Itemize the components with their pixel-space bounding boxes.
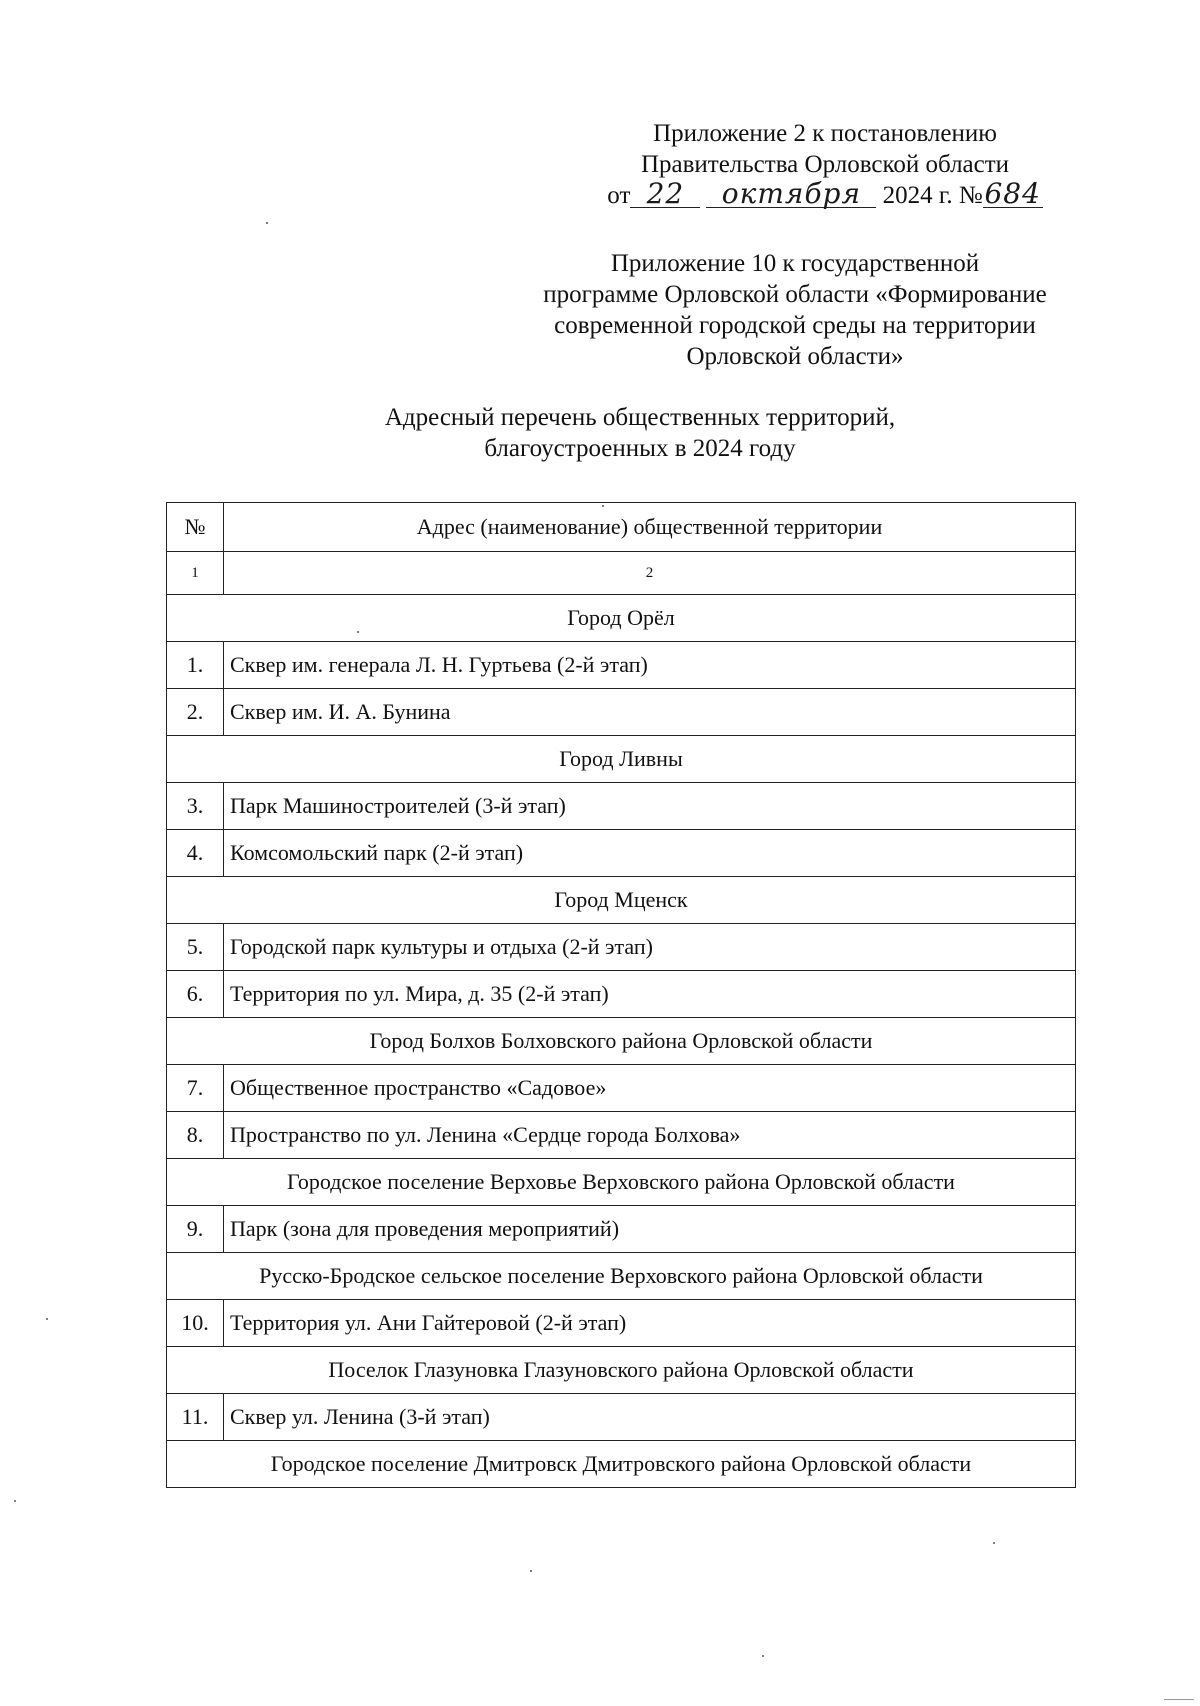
territory-address: Сквер им. генерала Л. Н. Гуртьева (2-й этап) bbox=[224, 642, 1076, 689]
scan-speck bbox=[46, 1318, 48, 1320]
territories-table bbox=[166, 502, 1076, 1488]
scan-speck bbox=[762, 1655, 764, 1657]
group-header-row bbox=[167, 877, 1076, 924]
decree-date-line bbox=[560, 177, 1090, 211]
territory-address: Пространство по ул. Ленина «Сердце города Болхова» bbox=[224, 1112, 1076, 1159]
row-number: 4. bbox=[167, 830, 224, 877]
table-header-row bbox=[167, 503, 1076, 552]
territory-address: Общественное пространство «Садовое» bbox=[224, 1065, 1076, 1112]
table-row bbox=[167, 1394, 1076, 1441]
appendix-10-line-4: Орловской области» bbox=[686, 343, 904, 370]
territory-address: Комсомольский парк (2-й этап) bbox=[224, 830, 1076, 877]
appendix-2-header bbox=[560, 118, 1090, 211]
table-row bbox=[167, 971, 1076, 1018]
appendix-10-line-3: современной городской среды на территории bbox=[554, 312, 1036, 339]
appendix-2-line-1: Приложение 2 к постановлению bbox=[653, 120, 997, 147]
scan-speck bbox=[357, 631, 359, 633]
appendix-10-line-2: программе Орловской области «Формирование bbox=[543, 281, 1047, 308]
appendix-10-line-1: Приложение 10 к государственной bbox=[610, 250, 980, 277]
scan-edge-mark bbox=[1164, 1699, 1194, 1700]
row-number: 3. bbox=[167, 783, 224, 830]
scan-speck bbox=[993, 1542, 995, 1544]
scan-speck bbox=[602, 505, 604, 507]
territory-address: Сквер ул. Ленина (3-й этап) bbox=[224, 1394, 1076, 1441]
group-title: Город Мценск bbox=[167, 877, 1076, 924]
territory-address: Городской парк культуры и отдыха (2-й этап) bbox=[224, 924, 1076, 971]
territory-address: Парк Машиностроителей (3-й этап) bbox=[224, 783, 1076, 830]
table-row bbox=[167, 1300, 1076, 1347]
territory-address: Территория ул. Ани Гайтеровой (2-й этап) bbox=[224, 1300, 1076, 1347]
header-number-cell: № bbox=[167, 503, 224, 552]
group-header-row bbox=[167, 1347, 1076, 1394]
row-number: 5. bbox=[167, 924, 224, 971]
decree-year: 2024 г. № bbox=[882, 182, 983, 209]
row-number: 10. bbox=[167, 1300, 224, 1347]
group-title: Русско-Бродское сельское поселение Верховского района Орловской области bbox=[167, 1253, 1076, 1300]
group-header-row bbox=[167, 1018, 1076, 1065]
column-index-row bbox=[167, 552, 1076, 595]
group-title: Город Орёл bbox=[167, 595, 1076, 642]
title-line-2: благоустроенных в 2024 году bbox=[484, 435, 796, 462]
table-row bbox=[167, 924, 1076, 971]
row-number: 8. bbox=[167, 1112, 224, 1159]
group-title: Поселок Глазуновка Глазуновского района Орловской области bbox=[167, 1347, 1076, 1394]
row-number: 7. bbox=[167, 1065, 224, 1112]
row-number: 6. bbox=[167, 971, 224, 1018]
group-header-row bbox=[167, 1253, 1076, 1300]
scan-speck bbox=[530, 1570, 532, 1572]
row-number: 1. bbox=[167, 642, 224, 689]
handwritten-decree-number: 684 bbox=[984, 177, 1041, 210]
handwritten-month: октября bbox=[706, 181, 876, 208]
title-line-1: Адресный перечень общественных территорий, bbox=[384, 404, 896, 431]
handwritten-day: 22 bbox=[630, 181, 700, 208]
territories-table-body bbox=[167, 503, 1076, 1488]
table-row bbox=[167, 1206, 1076, 1253]
group-title: Город Ливны bbox=[167, 736, 1076, 783]
table-row bbox=[167, 783, 1076, 830]
table-row bbox=[167, 1065, 1076, 1112]
row-number: 11. bbox=[167, 1394, 224, 1441]
row-number: 9. bbox=[167, 1206, 224, 1253]
group-header-row bbox=[167, 1441, 1076, 1488]
group-title: Городское поселение Дмитровск Дмитровского района Орловской области bbox=[167, 1441, 1076, 1488]
row-number: 2. bbox=[167, 689, 224, 736]
column-index-2: 2 bbox=[224, 552, 1076, 595]
header-address-cell: Адрес (наименование) общественной территории bbox=[224, 503, 1076, 552]
table-row bbox=[167, 830, 1076, 877]
scan-speck bbox=[266, 222, 268, 224]
territory-address: Территория по ул. Мира, д. 35 (2-й этап) bbox=[224, 971, 1076, 1018]
table-row bbox=[167, 1112, 1076, 1159]
scan-speck bbox=[14, 1500, 16, 1502]
group-header-row bbox=[167, 736, 1076, 783]
group-title: Городское поселение Верховье Верховского района Орловской области bbox=[167, 1159, 1076, 1206]
document-title bbox=[300, 402, 980, 464]
group-header-row bbox=[167, 1159, 1076, 1206]
table-row bbox=[167, 642, 1076, 689]
date-prefix: от bbox=[607, 182, 631, 209]
group-header-row bbox=[167, 595, 1076, 642]
column-index-1: 1 bbox=[167, 552, 224, 595]
table-row bbox=[167, 689, 1076, 736]
territory-address: Сквер им. И. А. Бунина bbox=[224, 689, 1076, 736]
territory-address: Парк (зона для проведения мероприятий) bbox=[224, 1206, 1076, 1253]
appendix-10-header bbox=[505, 248, 1085, 372]
appendix-2-line-2: Правительства Орловской области bbox=[640, 151, 1010, 178]
group-title: Город Болхов Болховского района Орловской области bbox=[167, 1018, 1076, 1065]
